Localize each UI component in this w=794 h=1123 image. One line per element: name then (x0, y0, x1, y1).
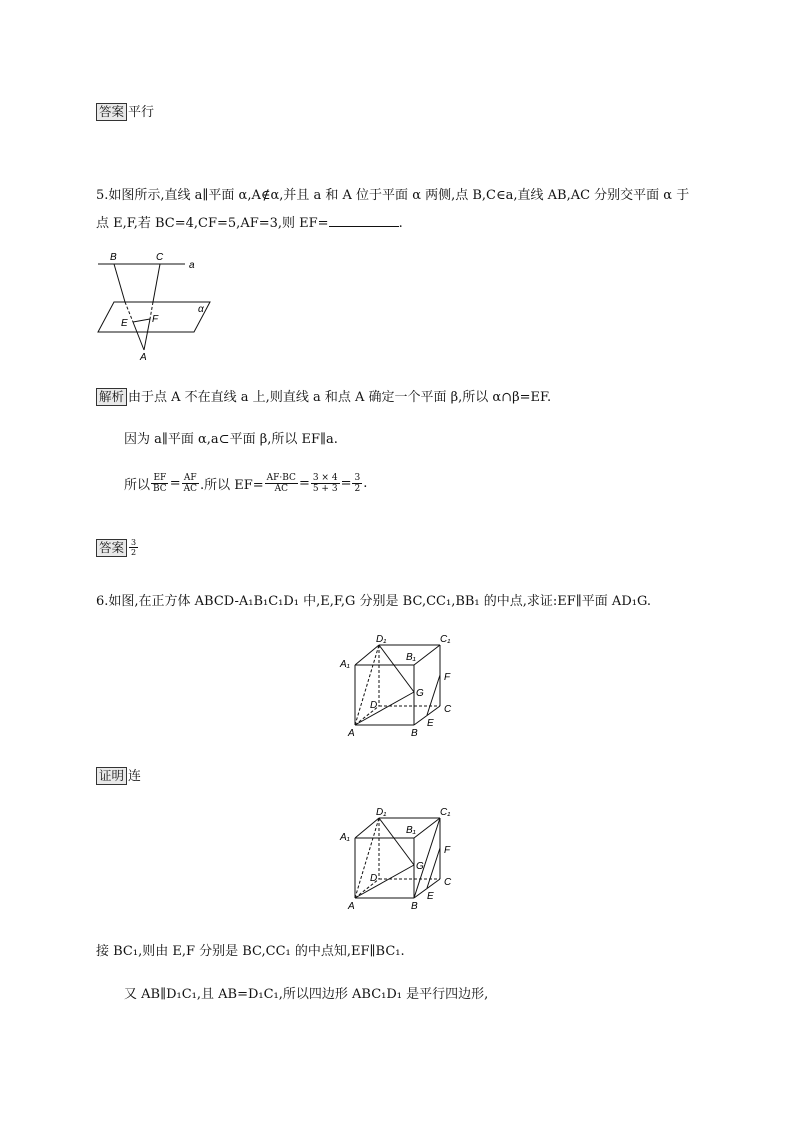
proof-line-1: 接 BC₁,则由 E,F 分别是 BC,CC₁ 的中点知,EF∥BC₁. (96, 944, 405, 959)
label-A1: A₁ (340, 832, 350, 843)
analysis-mid-text: .所以 EF= (199, 478, 264, 493)
answer-block-1 (96, 101, 154, 121)
label-E: E (427, 891, 434, 902)
label-F: F (444, 845, 451, 856)
proof-line-0 (96, 765, 141, 785)
label-F: F (152, 314, 159, 325)
label-B1: B₁ (406, 652, 416, 663)
label-alpha: α (198, 304, 204, 315)
answer-text: 平行 (128, 105, 155, 120)
answer-tag: 答案 (96, 539, 127, 557)
label-B: B (411, 901, 418, 912)
analysis-line-1 (96, 386, 551, 406)
equals-sign: = (340, 476, 352, 491)
frac-num: 3 (354, 473, 361, 483)
question-5-line-2-suffix: . (398, 216, 403, 231)
analysis-text-1: 由于点 A 不在直线 a 上,则直线 a 和点 A 确定一个平面 β,所以 α∩β=EF. (128, 390, 552, 405)
analysis-line-2: 因为 a∥平面 α,a⊂平面 β,所以 EF∥a. (124, 432, 338, 447)
question-6-text: 6.如图,在正方体 ABCD-A₁B₁C₁D₁ 中,E,F,G 分别是 BC,CC₁,BB₁ 的中点,求证:EF∥平面 AD₁G. (96, 594, 652, 609)
label-F: F (444, 672, 451, 683)
label-G: G (416, 861, 424, 872)
figure-plane-line (90, 248, 220, 363)
label-D: D (370, 873, 378, 884)
period: . (363, 476, 368, 491)
label-C: C (444, 877, 452, 888)
label-B: B (110, 252, 117, 263)
label-C: C (156, 252, 164, 263)
answer-tag: 答案 (96, 103, 127, 121)
cube-figure-1 (338, 630, 463, 742)
frac-num: EF (153, 473, 167, 483)
analysis-line-3 (124, 473, 367, 494)
label-a: a (189, 260, 195, 271)
fraction-numeric (311, 473, 340, 494)
segment-FA (144, 319, 150, 350)
label-A: A (348, 901, 355, 912)
frac-num: AF (183, 473, 197, 483)
label-C: C (444, 704, 452, 715)
frac-den: 2 (131, 548, 137, 557)
segment-CF-upper (153, 264, 160, 302)
label-C1: C₁ (440, 807, 451, 818)
frac-num: 3 × 4 (312, 473, 338, 483)
label-B: B (411, 728, 418, 739)
frac-den: 5 + 3 (312, 484, 338, 494)
label-D1: D₁ (376, 807, 387, 818)
frac-den: 2 (354, 484, 361, 494)
analysis-prefix: 所以 (124, 478, 151, 493)
label-C1: C₁ (440, 634, 451, 645)
proof-line-2: 又 AB∥D₁C₁,且 AB=D₁C₁,所以四边形 ABC₁D₁ 是平行四边形, (124, 987, 489, 1002)
frac-den: AC (274, 484, 288, 494)
label-A: A (348, 728, 355, 739)
fraction-af-bc-ac (265, 473, 298, 494)
label-D1: D₁ (376, 634, 387, 645)
question-5-line-2 (96, 212, 403, 231)
label-E: E (427, 718, 434, 729)
frac-den: BC (153, 484, 167, 494)
label-A: A (140, 352, 147, 363)
label-G: G (416, 688, 424, 699)
label-A1: A₁ (340, 659, 350, 670)
segment-BE-upper (114, 264, 125, 302)
fraction-ef-bc (151, 473, 169, 494)
frac-num: 3 (131, 538, 137, 547)
fraction-result (352, 473, 362, 494)
analysis-tag: 解析 (96, 388, 127, 406)
label-D: D (370, 700, 378, 711)
proof-text-start: 连 (128, 769, 142, 784)
label-E: E (121, 318, 128, 329)
fraction-af-ac (182, 473, 199, 494)
segment-EF (133, 319, 150, 322)
frac-den: AC (183, 484, 197, 494)
question-5-line-2-prefix: 点 E,F,若 BC=4,CF=5,AF=3,则 EF= (96, 216, 329, 231)
answer-blank (329, 214, 399, 227)
cube-figure-2 (338, 803, 463, 915)
answer-block-2 (96, 538, 139, 557)
segment-EA (133, 322, 144, 350)
equals-sign: = (169, 476, 181, 491)
label-B1: B₁ (406, 825, 416, 836)
question-5-line-1: 5.如图所示,直线 a∥平面 α,A∉α,并且 a 和 A 位于平面 α 两侧,点 B,C∈a,直线 AB,AC 分别交平面 α 于 (96, 188, 690, 203)
proof-tag: 证明 (96, 767, 127, 785)
equals-sign: = (298, 476, 310, 491)
answer-fraction (129, 538, 138, 557)
frac-num: AF·BC (266, 473, 296, 483)
